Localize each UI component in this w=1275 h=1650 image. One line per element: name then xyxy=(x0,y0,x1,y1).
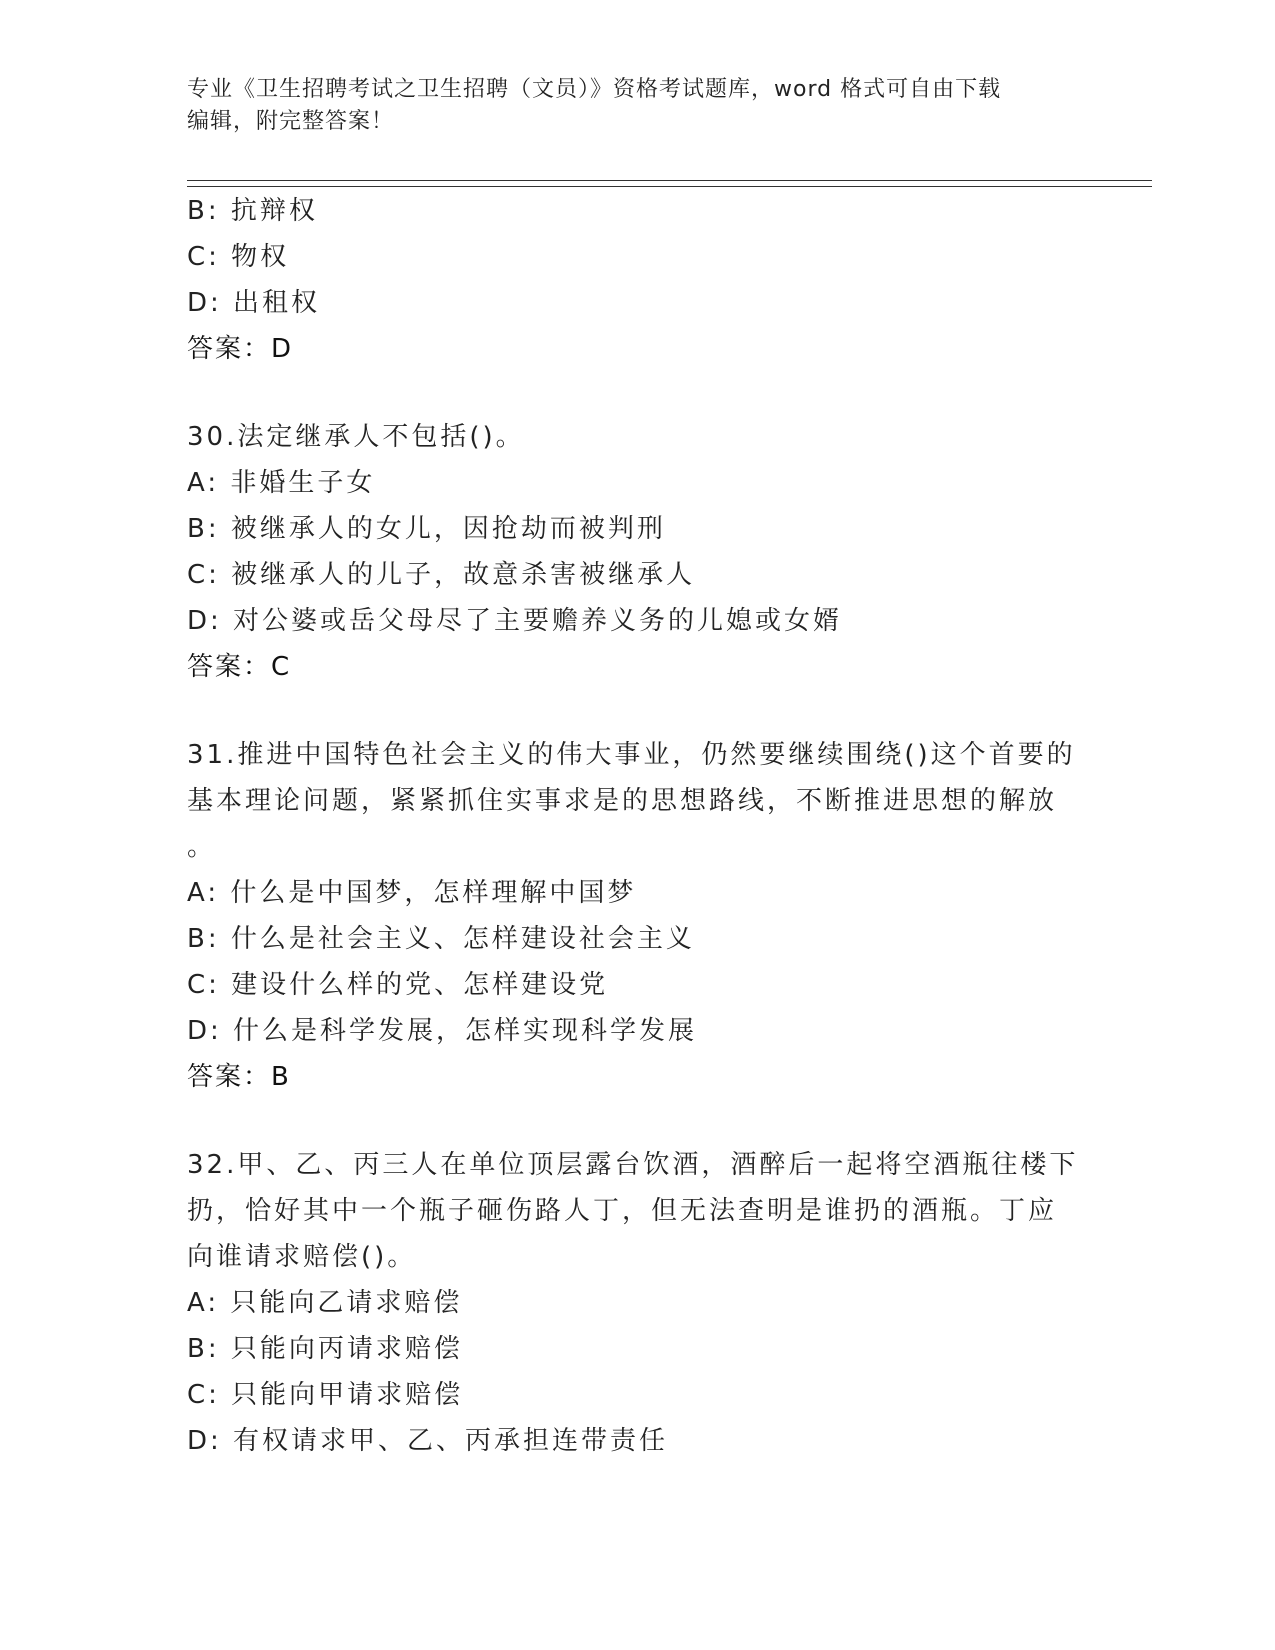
q32-option-d: D: 有权请求甲、乙、丙承担连带责任 xyxy=(187,1426,669,1456)
spacer xyxy=(187,372,1087,414)
q31-option-b: B: 什么是社会主义、怎样建设社会主义 xyxy=(187,924,695,954)
q32-option-c: C: 只能向甲请求赔偿 xyxy=(187,1380,464,1410)
q32-option-a: A: 只能向乙请求赔偿 xyxy=(187,1288,463,1318)
question-30 xyxy=(187,414,1087,690)
document-header xyxy=(187,74,1087,138)
q31-answer: 答案：B xyxy=(187,1062,291,1092)
question-32 xyxy=(187,1142,1087,1464)
q29-option-c: C: 物权 xyxy=(187,242,290,272)
q31-option-d: D: 什么是科学发展，怎样实现科学发展 xyxy=(187,1016,698,1046)
q32-question-line-1: 32.甲、乙、丙三人在单位顶层露台饮酒，酒醉后一起将空酒瓶往楼下 xyxy=(187,1150,1079,1180)
q29-option-b: B: 抗辩权 xyxy=(187,196,318,226)
question-29 xyxy=(187,188,1087,372)
q31-option-c: C: 建设什么样的党、怎样建设党 xyxy=(187,970,609,1000)
q30-option-b: B: 被继承人的女儿，因抢劫而被判刑 xyxy=(187,514,666,544)
q31-question-line-1: 31.推进中国特色社会主义的伟大事业，仍然要继续围绕()这个首要的 xyxy=(187,740,1076,770)
q31-option-a: A: 什么是中国梦，怎样理解中国梦 xyxy=(187,878,637,908)
q31-question-line-3: 。 xyxy=(187,832,217,862)
q29-option-d: D: 出租权 xyxy=(187,288,321,318)
q30-question: 30.法定继承人不包括()。 xyxy=(187,422,525,452)
spacer xyxy=(187,1100,1087,1142)
q32-question-line-3: 向谁请求赔偿()。 xyxy=(187,1242,417,1272)
q32-question-line-2: 扔，恰好其中一个瓶子砸伤路人丁，但无法查明是谁扔的酒瓶。丁应 xyxy=(187,1196,1058,1226)
q30-option-c: C: 被继承人的儿子，故意杀害被继承人 xyxy=(187,560,696,590)
q30-answer: 答案：C xyxy=(187,652,292,682)
document-body xyxy=(187,188,1087,1464)
q29-answer: 答案：D xyxy=(187,334,294,364)
q30-option-a: A: 非婚生子女 xyxy=(187,468,376,498)
q31-question-line-2: 基本理论问题，紧紧抓住实事求是的思想路线，不断推进思想的解放 xyxy=(187,786,1058,816)
header-divider xyxy=(187,180,1152,187)
header-line-2: 编辑，附完整答案！ xyxy=(187,109,395,134)
question-31 xyxy=(187,732,1087,1100)
spacer xyxy=(187,690,1087,732)
header-line-1: 专业《卫生招聘考试之卫生招聘（文员）》资格考试题库，word 格式可自由下载 xyxy=(187,77,1002,102)
q32-option-b: B: 只能向丙请求赔偿 xyxy=(187,1334,463,1364)
q30-option-d: D: 对公婆或岳父母尽了主要赡养义务的儿媳或女婿 xyxy=(187,606,843,636)
